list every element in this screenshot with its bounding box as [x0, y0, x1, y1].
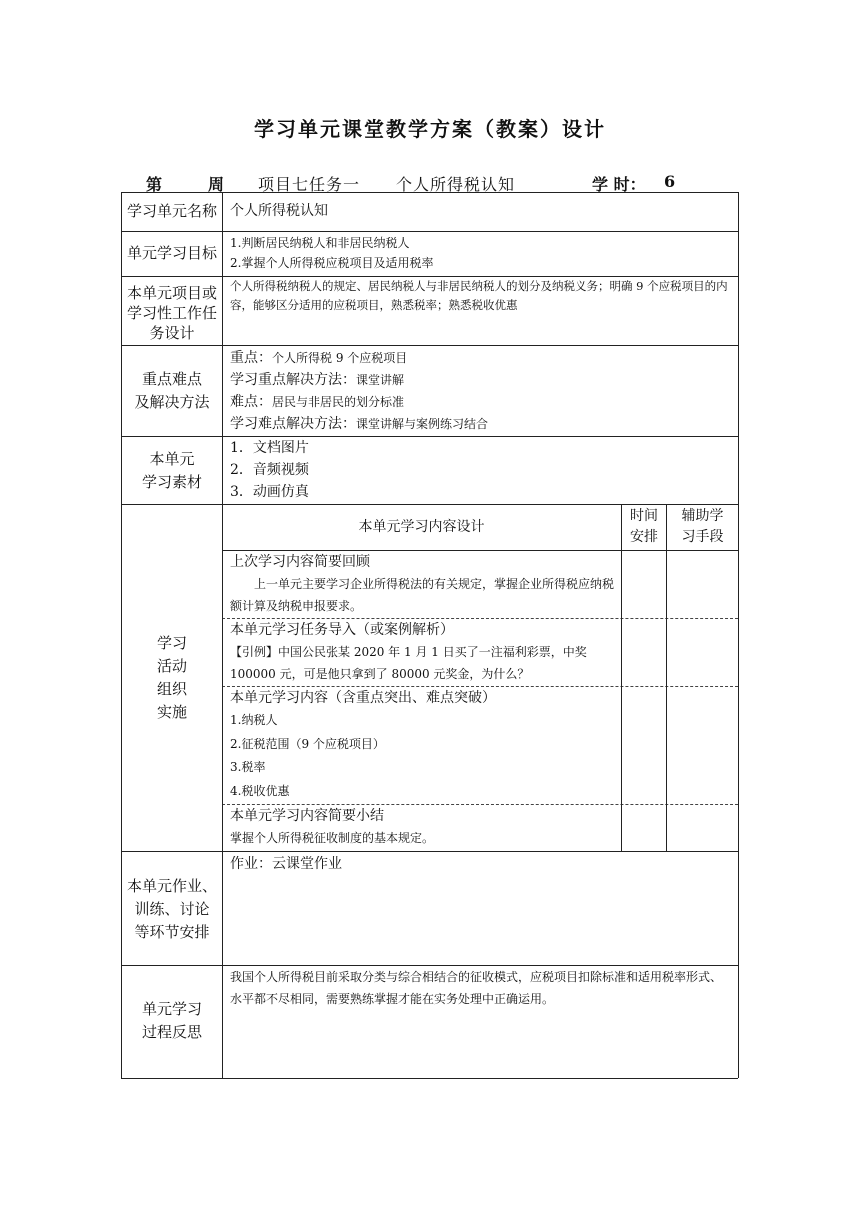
- materials-list: [230, 437, 730, 503]
- key-points-label-line: 重点难点: [141, 370, 202, 388]
- reflection-label-line: 过程反思: [141, 1023, 202, 1041]
- homework-label: [122, 875, 222, 944]
- task-name: 项目七任务一: [258, 175, 361, 194]
- activities-label-line: 实施: [156, 703, 187, 721]
- key-point-body: 居民与非居民的划分标准: [272, 395, 405, 409]
- activities-label-line: 学习: [156, 634, 187, 652]
- key-points-label: [122, 368, 222, 414]
- materials-label: [122, 448, 222, 494]
- content-heading: 本单元学习内容（含重点突出、难点突破）: [230, 690, 496, 706]
- homework-label-line: 本单元作业、: [126, 877, 217, 895]
- key-point-head: 难点：: [230, 394, 272, 410]
- key-point-body: 课堂讲解与案例练习结合: [356, 417, 489, 431]
- col-header-time: [622, 506, 666, 548]
- content-item: 2.征税范围（9 个应税项目）: [230, 736, 385, 751]
- key-point-head: 学习难点解决方法：: [230, 416, 356, 432]
- col-header-aid: [667, 506, 738, 548]
- summary-heading: 本单元学习内容简要小结: [230, 808, 384, 824]
- topic-name: 个人所得税认知: [396, 175, 516, 194]
- case-tag: 【引例】: [230, 645, 279, 659]
- content-block: [230, 688, 618, 803]
- col-header-aid-line: 辅助学: [681, 508, 724, 524]
- activities-label-line: 组织: [156, 680, 187, 698]
- reflection-label: [122, 998, 222, 1044]
- goal-item: 2.掌握个人所得税应税项目及适用税率: [230, 256, 434, 270]
- task-design-label: [122, 283, 222, 343]
- task-design-text: 个人所得税纳税人的规定、居民纳税人与非居民纳税人的划分及纳税义务；明确 9 个应税项目的内容，能够区分适用的应税项目，熟悉税率；熟悉税收优惠: [230, 279, 728, 312]
- intro-text: 中国公民张某 2020 年 1 月 1 日买了一注福利彩票，中奖 100000 元，可是他只拿到了 80000 元奖金，为什么？: [230, 645, 587, 681]
- task-design-label-line: 务设计: [149, 324, 195, 342]
- activities-label: [122, 632, 222, 724]
- content-item: 1.纳税人: [230, 713, 278, 727]
- homework-label-line: 训练、讨论: [134, 900, 210, 918]
- hours-label: 学 时：: [592, 175, 646, 194]
- material-item: 3．动画仿真: [230, 484, 309, 500]
- homework-label-line: 等环节安排: [134, 923, 210, 941]
- key-points-list: [230, 347, 730, 435]
- key-points-label-line: 及解决方法: [134, 393, 210, 411]
- key-point-head: 重点：: [230, 350, 272, 366]
- week-suffix: 周: [208, 175, 225, 194]
- activities-label-line: 活动: [156, 657, 187, 675]
- goals-list: [230, 233, 730, 273]
- material-item: 2．音频视频: [230, 462, 309, 478]
- col-header-time-line: 安排: [630, 529, 658, 545]
- materials-label-line: 学习素材: [141, 473, 202, 491]
- key-point-body: 课堂讲解: [356, 373, 405, 387]
- intro-heading: 本单元学习任务导入（或案例解析）: [230, 622, 454, 638]
- unit-name-label: 学习单元名称: [126, 202, 217, 220]
- key-point-body: 个人所得税 9 个应税项目: [272, 351, 408, 365]
- unit-name-value: 个人所得税认知: [230, 203, 328, 219]
- reflection-label-line: 单元学习: [141, 1000, 202, 1018]
- content-item: 3.税率: [230, 760, 266, 774]
- summary-block: [230, 806, 618, 849]
- content-item: 4.税收优惠: [230, 783, 290, 798]
- hours-value: 6: [664, 172, 676, 191]
- task-design-label-line: 本单元项目或: [126, 284, 217, 302]
- col-header-aid-line: 习手段: [681, 529, 724, 545]
- page-title: 学习单元课堂教学方案（教案）设计: [254, 117, 606, 141]
- goal-item: 1.判断居民纳税人和非居民纳税人: [230, 236, 410, 250]
- reflection-text: 我国个人所得税目前采取分类与综合相结合的征收模式，应税项目扣除标准和适用税率形式、水平都不尽相同，需要熟练掌握才能在实务处理中正确运用。: [230, 970, 723, 1006]
- materials-label-line: 本单元: [149, 450, 195, 468]
- week-label: 第: [146, 175, 163, 194]
- goals-label: 单元学习目标: [126, 244, 217, 262]
- col-header-content: 本单元学习内容设计: [358, 519, 485, 535]
- review-heading: 上次学习内容简要回顾: [230, 554, 370, 570]
- review-text: 上一单元主要学习企业所得税法的有关规定，掌握企业所得税应纳税额计算及纳税申报要求。: [230, 577, 615, 613]
- material-item: 1．文档图片: [230, 440, 309, 456]
- review-block: [230, 552, 618, 617]
- summary-text: 掌握个人所得税征收制度的基本规定。: [230, 831, 435, 845]
- col-header-time-line: 时间: [630, 508, 658, 524]
- key-point-head: 学习重点解决方法：: [230, 372, 356, 388]
- intro-block: [230, 620, 618, 685]
- task-design-label-line: 学习性工作任: [126, 304, 217, 322]
- homework-text: 作业：云课堂作业: [230, 856, 342, 872]
